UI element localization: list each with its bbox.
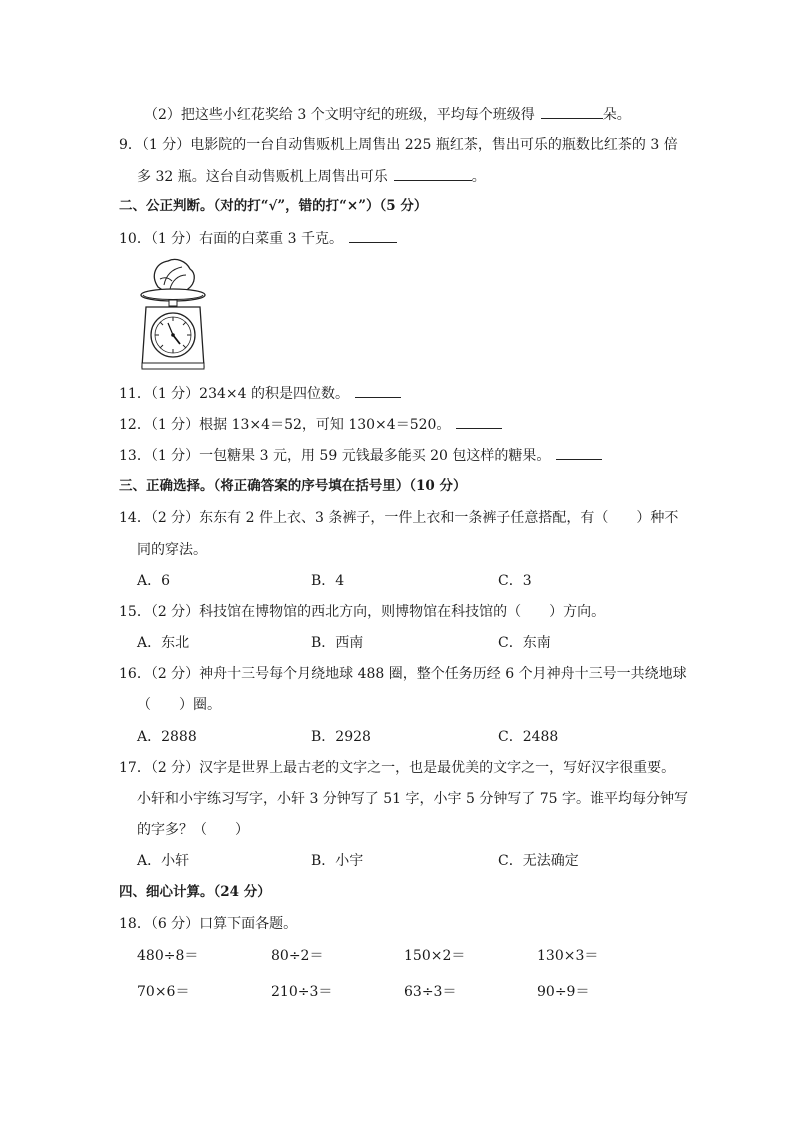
q9-line2-text: 多 32 瓶。这台自动售贩机上周售出可乐 [137, 169, 388, 185]
q17-line3: 的字多？（ ） [137, 822, 249, 838]
calc-item[interactable]: 210÷3＝ [271, 984, 333, 1000]
q15: 15．（2 分）科技馆在博物馆的西北方向，则博物馆在科技馆的（ ）方向。 [119, 604, 606, 620]
q14-option-c[interactable]: C．3 [498, 573, 532, 589]
section-3-title: 三、正确选择。（将正确答案的序号填在括号里）（10 分） [119, 478, 467, 494]
q15-option-c[interactable]: C．东南 [498, 635, 551, 651]
calc-item[interactable]: 80÷2＝ [271, 948, 324, 964]
q16-option-c[interactable]: C．2488 [498, 729, 559, 745]
q17-line1: 17．（2 分）汉字是世界上最古老的文字之一，也是最优美的文字之一，写好汉字很重要。 [119, 760, 676, 776]
q17-option-b[interactable]: B．小宇 [311, 853, 364, 869]
q10-answer-blank[interactable] [349, 228, 397, 243]
calc-item[interactable]: 130×3＝ [537, 948, 599, 964]
q17-option-c[interactable]: C．无法确定 [498, 853, 579, 869]
q18: 18．（6 分）口算下面各题。 [119, 916, 298, 932]
calc-item[interactable]: 63÷3＝ [404, 984, 457, 1000]
q10 [119, 228, 397, 249]
q12-text: 12．（1 分）根据 13×4＝52，可知 130×4＝520。 [119, 417, 451, 433]
q16-option-b[interactable]: B．2928 [311, 729, 371, 745]
calc-item[interactable]: 70×6＝ [137, 984, 190, 1000]
section-4-title: 四、细心计算。（24 分） [119, 884, 271, 900]
q12-answer-blank[interactable] [456, 414, 502, 429]
q14-line2: 同的穿法。 [137, 542, 207, 558]
q8-part2 [144, 104, 631, 125]
calc-item[interactable]: 150×2＝ [404, 948, 466, 964]
q14-option-a[interactable]: A．6 [137, 573, 171, 589]
q8-answer-blank[interactable] [541, 104, 603, 119]
q9-line2 [137, 166, 486, 187]
q9-end: 。 [471, 169, 486, 185]
q13-answer-blank[interactable] [556, 445, 602, 460]
q17-line2: 小轩和小宇练习写字，小轩 3 分钟写了 51 字，小宇 5 分钟写了 75 字。谁平均每分钟写 [137, 791, 689, 807]
q15-option-b[interactable]: B．西南 [311, 635, 364, 651]
q9-line1: 9．（1 分）电影院的一台自动售贩机上周售出 225 瓶红茶，售出可乐的瓶数比红茶的 3 倍 [119, 137, 678, 153]
q11-text: 11．（1 分）234×4 的积是四位数。 [119, 386, 349, 402]
q8-unit: 朵。 [602, 107, 631, 123]
q17-option-a[interactable]: A．小轩 [137, 853, 190, 869]
q8-part2-text: （2）把这些小红花奖给 3 个文明守纪的班级，平均每个班级得 [144, 107, 535, 123]
q16-option-a[interactable]: A．2888 [137, 729, 197, 745]
calc-item[interactable]: 480÷8＝ [137, 948, 199, 964]
q16-line2: （ ）圈。 [137, 697, 221, 713]
q14-option-b[interactable]: B．4 [311, 573, 345, 589]
q11-answer-blank[interactable] [355, 383, 401, 398]
q11 [119, 383, 401, 404]
q13 [119, 445, 602, 466]
q10-text: 10．（1 分）右面的白菜重 3 千克。 [119, 231, 343, 247]
calc-item[interactable]: 90÷9＝ [537, 984, 590, 1000]
q13-text: 13．（1 分）一包糖果 3 元，用 59 元钱最多能买 20 包这样的糖果。 [119, 448, 551, 464]
q9-answer-blank[interactable] [394, 166, 472, 181]
q15-option-a[interactable]: A．东北 [137, 635, 190, 651]
q14-line1: 14．（2 分）东东有 2 件上衣、3 条裤子，一件上衣和一条裤子任意搭配，有（ ）种不 [119, 510, 679, 526]
section-2-title: 二、公正判断。（对的打“√”，错的打“×”）（5 分） [119, 198, 428, 214]
q16-line1: 16．（2 分）神舟十三号每个月绕地球 488 圈，整个任务历经 6 个月神舟十三号一共绕地球 [119, 666, 687, 682]
q12 [119, 414, 502, 435]
cabbage-scale-image [138, 255, 208, 371]
